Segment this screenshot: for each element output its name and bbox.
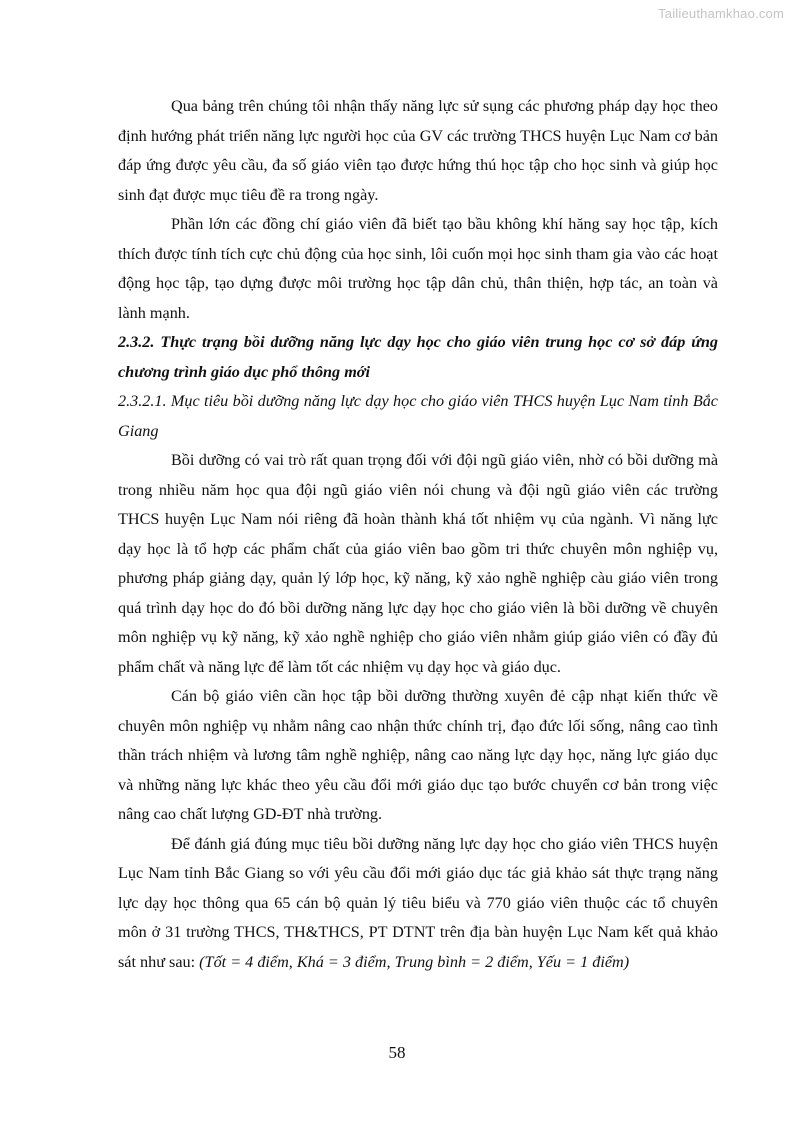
watermark: Tailieuthamkhao.com bbox=[658, 6, 784, 21]
paragraph-teacher-environment: Phần lớn các đồng chí giáo viên đã biết tạo bầu không khí hăng say học tập, kích thích được tính tích cực chủ động của học sinh, lôi cuốn mọi học sinh tham gia vào các hoạt động học tập, tạo dựng được môi trường học tập dân chủ, thân thiện, hợp tác, an toàn và lành mạnh. bbox=[118, 215, 718, 322]
scoring-scale-note: (Tốt = 4 điểm, Khá = 3 điểm, Trung bình = 2 điểm, Yếu = 1 điểm) bbox=[199, 952, 630, 971]
document-body bbox=[118, 92, 718, 977]
paragraph-training-role: Bồi dưỡng có vai trò rất quan trọng đối với đội ngũ giáo viên, nhờ có bồi dưỡng mà trong nhiều năm học qua đội ngũ giáo viên nói chung và đội ngũ giáo viên các trường THCS huyện Lục Nam nói riêng đã hoàn thành khá tốt nhiệm vụ của ngành. Vì năng lực dạy học là tổ hợp các phẩm chất của giáo viên bao gồm tri thức chuyên môn nghiệp vụ, phương pháp giảng dạy, quản lý lớp học, kỹ năng, kỹ xảo nghề nghiệp càu giáo viên trong quá trình dạy học do đó bồi dưỡng năng lực dạy học cho giáo viên là bồi dưỡng về chuyên môn nghiệp vụ kỹ năng, kỹ xảo nghề nghiệp cho giáo viên nhằm giúp giáo viên có đầy đủ phẩm chất và năng lực để làm tốt các nhiệm vụ dạy học và giáo dục. bbox=[118, 451, 718, 676]
paragraph-survey-method bbox=[118, 830, 718, 978]
subsection-heading-2-3-2-1: 2.3.2.1. Mục tiêu bồi dưỡng năng lực dạy học cho giáo viên THCS huyện Lục Nam tỉnh Bắc Giang bbox=[118, 392, 718, 440]
paragraph-staff-training: Cán bộ giáo viên cần học tập bồi dưỡng thường xuyên đẻ cập nhạt kiến thức về chuyên môn nghiệp vụ nhằm nâng cao nhận thức chính trị, đạo đức lối sống, nâng cao tình thần trách nhiệm và lương tâm nghề nghiệp, nâng cao năng lực dạy học, năng lực giáo dục và những năng lực khác theo yêu cầu đổi mới giáo dục tạo bước chuyển cơ bản trong việc nâng cao chất lượng GD-ĐT nhà trường. bbox=[118, 687, 718, 823]
survey-method-text: Để đánh giá đúng mục tiêu bồi dưỡng năng lực dạy học cho giáo viên THCS huyện Lục Nam tỉnh Bắc Giang so với yêu cầu đổi mới giáo dục tác giả khảo sát thực trạng năng lực dạy học thông qua 65 cán bộ quản lý tiêu biểu và 770 giáo viên thuộc các tổ chuyên môn ở 31 trường THCS, TH&THCS, PT DTNT trên địa bàn huyện Lục Nam kết quả khảo sát như sau: bbox=[118, 834, 718, 971]
section-heading-2-3-2: 2.3.2. Thực trạng bồi dưỡng năng lực dạy học cho giáo viên trung học cơ sở đáp ứng chương trình giáo dục phổ thông mới bbox=[118, 333, 718, 381]
page-number: 58 bbox=[388, 1043, 406, 1062]
paragraph-survey-result: Qua bảng trên chúng tôi nhận thấy năng lực sử sụng các phương pháp dạy học theo định hướng phát triển năng lực người học của GV các trường THCS huyện Lục Nam cơ bản đáp ứng được yêu cầu, đa số giáo viên tạo được hứng thú học tập cho học sinh và giúp học sinh đạt được mục tiêu đề ra trong ngày. bbox=[118, 97, 718, 204]
